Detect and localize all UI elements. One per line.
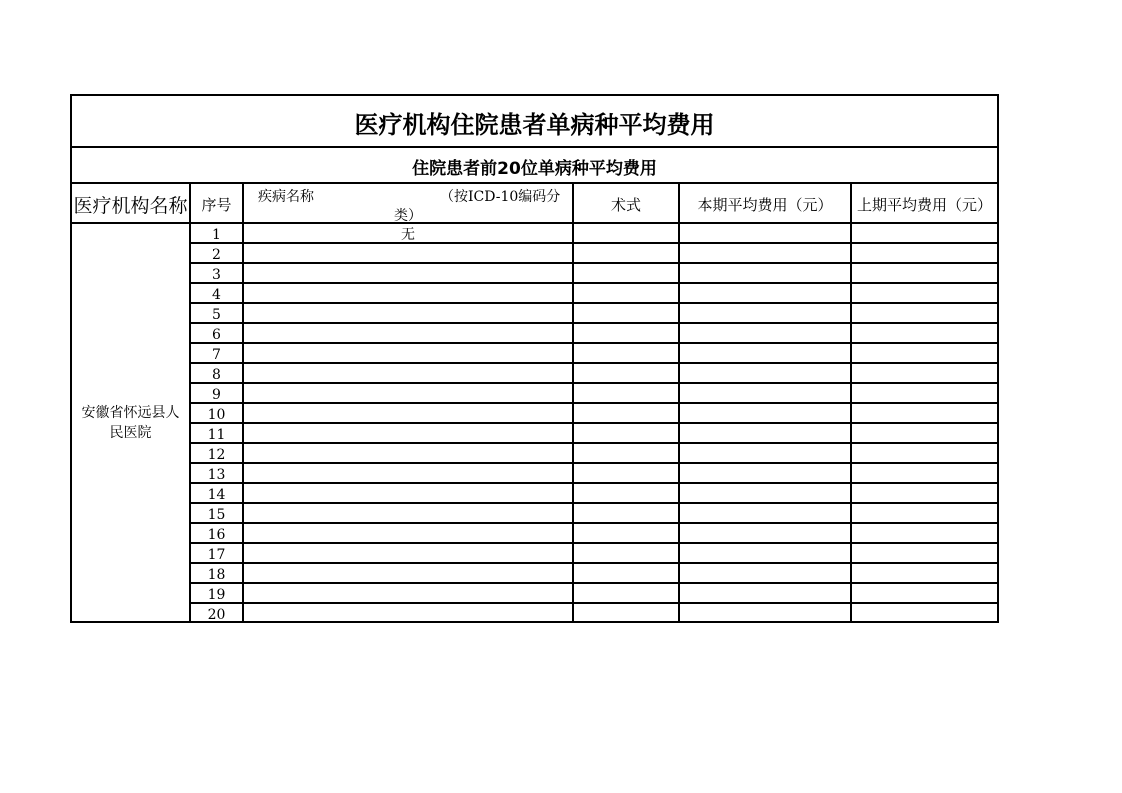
cost-table — [70, 94, 999, 623]
row-seq: 17 — [207, 547, 226, 562]
row-disease — [244, 604, 572, 622]
row-disease — [244, 584, 572, 602]
table-title: 医疗机构住院患者单病种平均费用 — [354, 110, 715, 139]
row-disease — [244, 384, 572, 402]
row-seq: 7 — [212, 347, 221, 362]
row-disease — [244, 444, 572, 462]
header-seq: 序号 — [201, 195, 232, 214]
header-disease-line1: 疾病名称 — [258, 189, 314, 205]
row-seq: 4 — [212, 287, 221, 302]
row-disease — [244, 464, 572, 482]
row-disease — [244, 344, 572, 362]
row-disease — [244, 564, 572, 582]
row-disease: 无 — [401, 227, 415, 242]
row-seq: 2 — [212, 247, 221, 262]
row-seq: 20 — [207, 607, 226, 622]
row-seq: 3 — [212, 267, 221, 282]
row-disease — [244, 404, 572, 422]
row-disease — [244, 524, 572, 542]
row-disease — [244, 324, 572, 342]
row-seq: 11 — [207, 427, 226, 442]
row-disease — [244, 364, 572, 382]
row-disease — [244, 244, 572, 262]
row-seq: 12 — [207, 447, 226, 462]
header-previous-cost: 上期平均费用（元） — [856, 195, 992, 214]
row-seq: 10 — [207, 407, 226, 422]
row-disease — [244, 264, 572, 282]
row-seq: 8 — [212, 367, 221, 382]
table-subtitle: 住院患者前20位单病种平均费用 — [412, 158, 657, 179]
row-seq: 5 — [212, 307, 221, 322]
row-disease — [244, 504, 572, 522]
row-seq: 1 — [212, 227, 221, 242]
row-seq: 18 — [207, 567, 226, 582]
row-seq: 16 — [207, 527, 226, 542]
header-disease-line3: 类） — [394, 208, 422, 224]
row-seq: 14 — [207, 487, 226, 502]
row-disease — [244, 484, 572, 502]
row-seq: 19 — [207, 587, 226, 602]
row-disease — [244, 424, 572, 442]
row-seq: 15 — [207, 507, 226, 522]
header-disease-name — [244, 184, 572, 224]
header-disease-line2: （按ICD-10编码分 — [440, 189, 561, 205]
row-seq: 9 — [212, 387, 221, 402]
header-org-name: 医疗机构名称 — [73, 194, 188, 217]
row-seq: 13 — [207, 467, 226, 482]
row-disease — [244, 544, 572, 562]
row-disease — [244, 284, 572, 302]
header-procedure: 术式 — [610, 195, 641, 214]
row-disease — [244, 304, 572, 322]
header-current-cost: 本期平均费用（元） — [697, 195, 833, 214]
org-name-cell: 安徽省怀远县人民医院 — [81, 404, 180, 441]
row-seq: 6 — [212, 327, 221, 342]
